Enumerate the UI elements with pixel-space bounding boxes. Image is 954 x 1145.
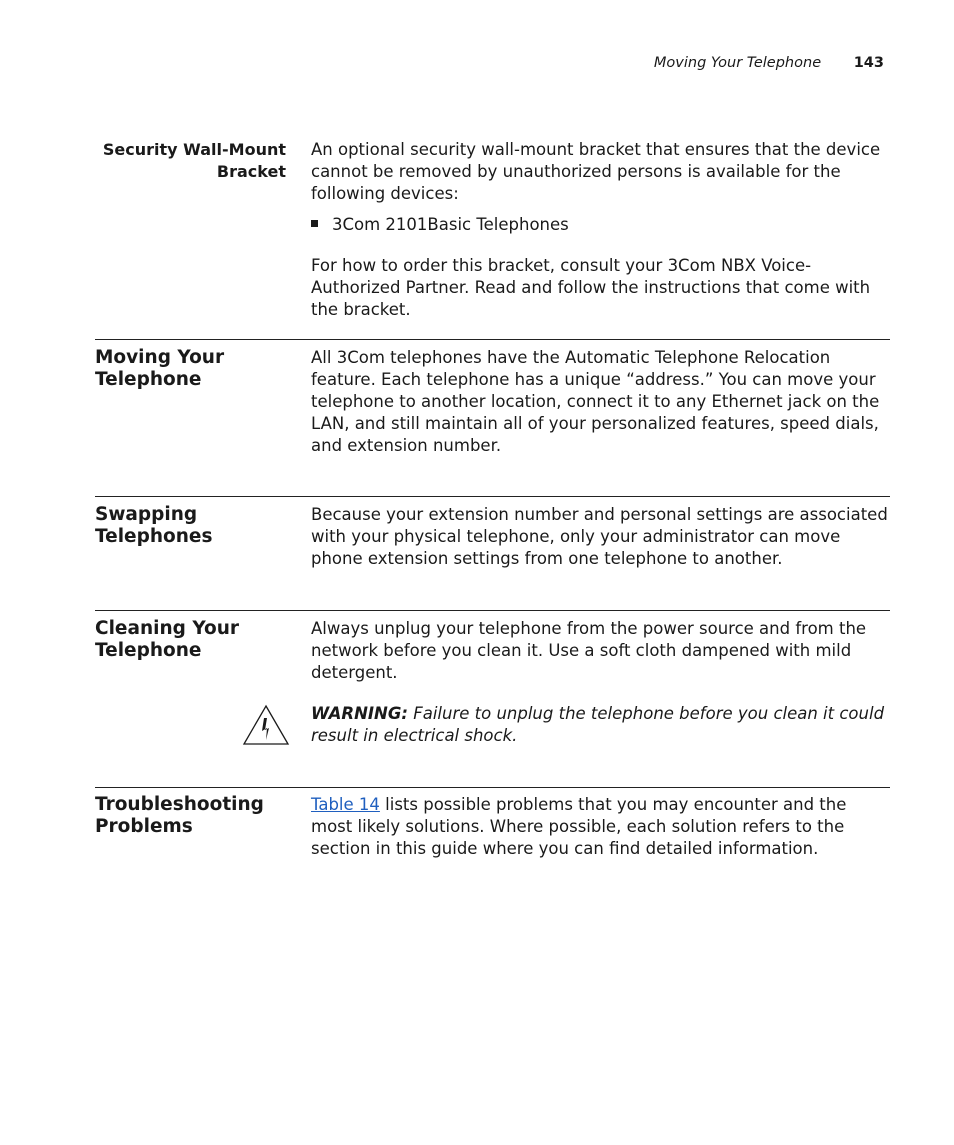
troubleshooting-body-text: lists possible problems that you may encounter and the most likely solutions. Where possible, each solution refers to the section in this guide where you can find detailed information.: [311, 795, 847, 858]
swapping-heading-line1: Swapping: [95, 504, 198, 525]
security-intro: [311, 139, 891, 205]
swapping-body-text: Because your extension number and personal settings are associated with your physical telephone, only your administrator can move phone extension settings from one telephone to another.: [311, 505, 888, 568]
security-bullet-item: [311, 214, 569, 236]
warning-text: Failure to unplug the telephone before you clean it could result in electrical shock.: [311, 704, 885, 745]
troubleshooting-paragraph: [311, 794, 891, 860]
section-divider: [95, 339, 890, 340]
security-heading-line1: Security Wall-Mount: [102, 140, 286, 159]
moving-heading-line2: Telephone: [95, 369, 202, 390]
warning-paragraph: [311, 703, 891, 747]
cleaning-heading-line2: Telephone: [95, 640, 202, 661]
moving-body-text: All 3Com telephones have the Automatic Telephone Relocation feature. Each telephone has a unique “address.” You can move your telephone to another location, connect it to any Ethernet jack on the LAN, and still maintain all of your personalized features, speed dials, and extension number.: [311, 348, 880, 455]
security-intro-text: An optional security wall-mount bracket that ensures that the device cannot be removed by unauthorized persons is available for the following devices:: [311, 140, 881, 203]
warning-label: WARNING:: [311, 704, 408, 723]
troubleshooting-heading-line2: Problems: [95, 816, 193, 837]
running-header-section: Moving Your Telephone: [653, 55, 822, 71]
swapping-body: [311, 504, 891, 570]
troubleshooting-heading: [95, 794, 264, 838]
moving-body: [311, 347, 891, 457]
page-number: 143: [853, 55, 884, 71]
section-divider: [95, 610, 890, 611]
security-order-text: For how to order this bracket, consult your 3Com NBX Voice-Authorized Partner. Read and follow the instructions that come with the bracket.: [311, 256, 871, 319]
swapping-heading-line2: Telephones: [95, 526, 213, 547]
cleaning-heading: [95, 618, 239, 662]
security-heading-line2: Bracket: [216, 162, 286, 181]
running-header: [654, 55, 884, 71]
troubleshooting-heading-line1: Troubleshooting: [95, 794, 264, 815]
security-heading: [86, 139, 286, 183]
electrical-warning-icon: [242, 704, 290, 746]
section-divider: [95, 787, 890, 788]
cleaning-heading-line1: Cleaning Your: [95, 618, 240, 639]
section-divider: [95, 496, 890, 497]
cleaning-warning: [311, 703, 891, 747]
moving-heading: [95, 347, 224, 391]
security-order: [311, 255, 891, 321]
cleaning-body-text: Always unplug your telephone from the power source and from the network before you clean it. Use a soft cloth dampened with mild detergent.: [311, 619, 867, 682]
security-bullet-text: 3Com 2101Basic Telephones: [332, 215, 569, 234]
moving-heading-line1: Moving Your: [95, 347, 225, 368]
troubleshooting-body: [311, 794, 891, 860]
bullet-square-icon: [311, 220, 318, 227]
table-14-link[interactable]: Table 14: [311, 795, 380, 814]
swapping-heading: [95, 504, 212, 548]
cleaning-body: [311, 618, 891, 684]
